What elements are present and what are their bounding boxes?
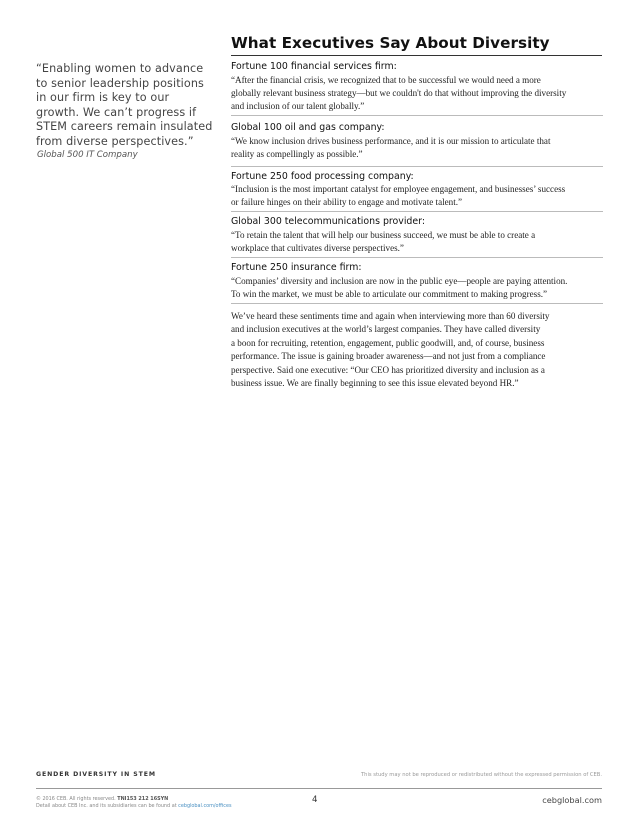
sidebar-quote-line: to senior leadership positions (36, 76, 204, 90)
sidebar-attribution: Global 500 IT Company (37, 150, 138, 160)
section-heading: Global 300 telecommunications provider: (231, 216, 425, 227)
section-quote (231, 74, 603, 114)
sidebar-quote-line: from diverse perspectives.” (36, 134, 194, 148)
quote-line: “After the financial crisis, we recognized that to be successful we would need a more (231, 75, 541, 85)
section-quote (231, 229, 603, 255)
closing-line: business issue. We are finally beginning to see this issue elevated beyond HR.” (231, 378, 519, 389)
closing-line: performance. The issue is gaining broader awareness—and not just from a compliance (231, 351, 546, 362)
details-text: Detail about CEB Inc. and its subsidiaries can be found at (36, 803, 179, 810)
section-rule (231, 115, 603, 116)
section-rule (231, 303, 603, 304)
quote-line: “Inclusion is the most important catalyst for employee engagement, and businesses’ success (231, 184, 566, 194)
section-rule (231, 211, 603, 212)
quote-line: and inclusion of our talent globally.” (231, 101, 365, 112)
footer-rule (36, 788, 602, 789)
sidebar-quote (36, 62, 216, 150)
closing-paragraph (231, 310, 603, 390)
quote-line: “We know inclusion drives business performance, and it is our mission to articulate that (231, 136, 551, 146)
quote-line: To win the market, we must be able to articulate our commitment to making progress.” (231, 289, 548, 300)
section-quote (231, 183, 603, 209)
closing-line: We’ve heard these sentiments time and again when interviewing more than 60 diversity (231, 311, 550, 321)
sidebar-quote-line: in our firm is key to our (36, 91, 170, 105)
closing-line: a boon for recruiting, retention, engagement, public goodwill, and, of course, business (231, 337, 545, 348)
title-rule (231, 55, 602, 56)
quote-line: globally relevant business strategy—but we couldn't do that without improving the diversity (231, 88, 567, 99)
quote-line: “Companies’ diversity and inclusion are now in the public eye—people are paying attention. (231, 276, 568, 286)
offices-link[interactable]: cebglobal.com/offices (178, 803, 232, 810)
sidebar-quote-line: “Enabling women to advance (36, 62, 204, 75)
sidebar-quote-line: growth. We can’t progress if (36, 105, 197, 119)
closing-line: and inclusion executives at the world’s largest companies. They have called diversity (231, 324, 541, 335)
section-rule (231, 257, 603, 258)
copyright-line (36, 796, 232, 803)
section-heading: Fortune 100 financial services firm: (231, 61, 397, 72)
section-quote (231, 135, 603, 161)
quote-line: or failure hinges on their ability to engage and motivate talent.” (231, 197, 463, 208)
page-number: 4 (312, 795, 318, 805)
section-quote (231, 275, 603, 301)
closing-line: perspective. Said one executive: “Our CEO has prioritized diversity and inclusion as a (231, 364, 545, 375)
section-heading: Fortune 250 insurance firm: (231, 262, 362, 273)
copyright-text: © 2016 CEB. All rights reserved. (36, 796, 116, 802)
quote-line: workplace that cultivates diverse perspectives.” (231, 243, 404, 254)
section-rule (231, 166, 603, 167)
quote-line: “To retain the talent that will help our business succeed, we must be able to create a (231, 230, 536, 240)
footer-copyright (36, 796, 232, 810)
sidebar-quote-line: STEM careers remain insulated (36, 120, 213, 134)
section-heading: Global 100 oil and gas company: (231, 122, 385, 133)
site-link[interactable]: cebglobal.com (542, 795, 602, 805)
footer-notice: This study may not be reproduced or redistributed without the expressed permission of CEB. (361, 772, 602, 778)
details-line (36, 803, 232, 810)
footer-label: GENDER DIVERSITY IN STEM (36, 771, 156, 778)
section-heading: Fortune 250 food processing company: (231, 171, 414, 182)
document-code: TNI153 212 16SYN (117, 796, 169, 802)
quote-line: reality as compellingly as possible.” (231, 149, 363, 160)
page-title: What Executives Say About Diversity (231, 34, 550, 52)
